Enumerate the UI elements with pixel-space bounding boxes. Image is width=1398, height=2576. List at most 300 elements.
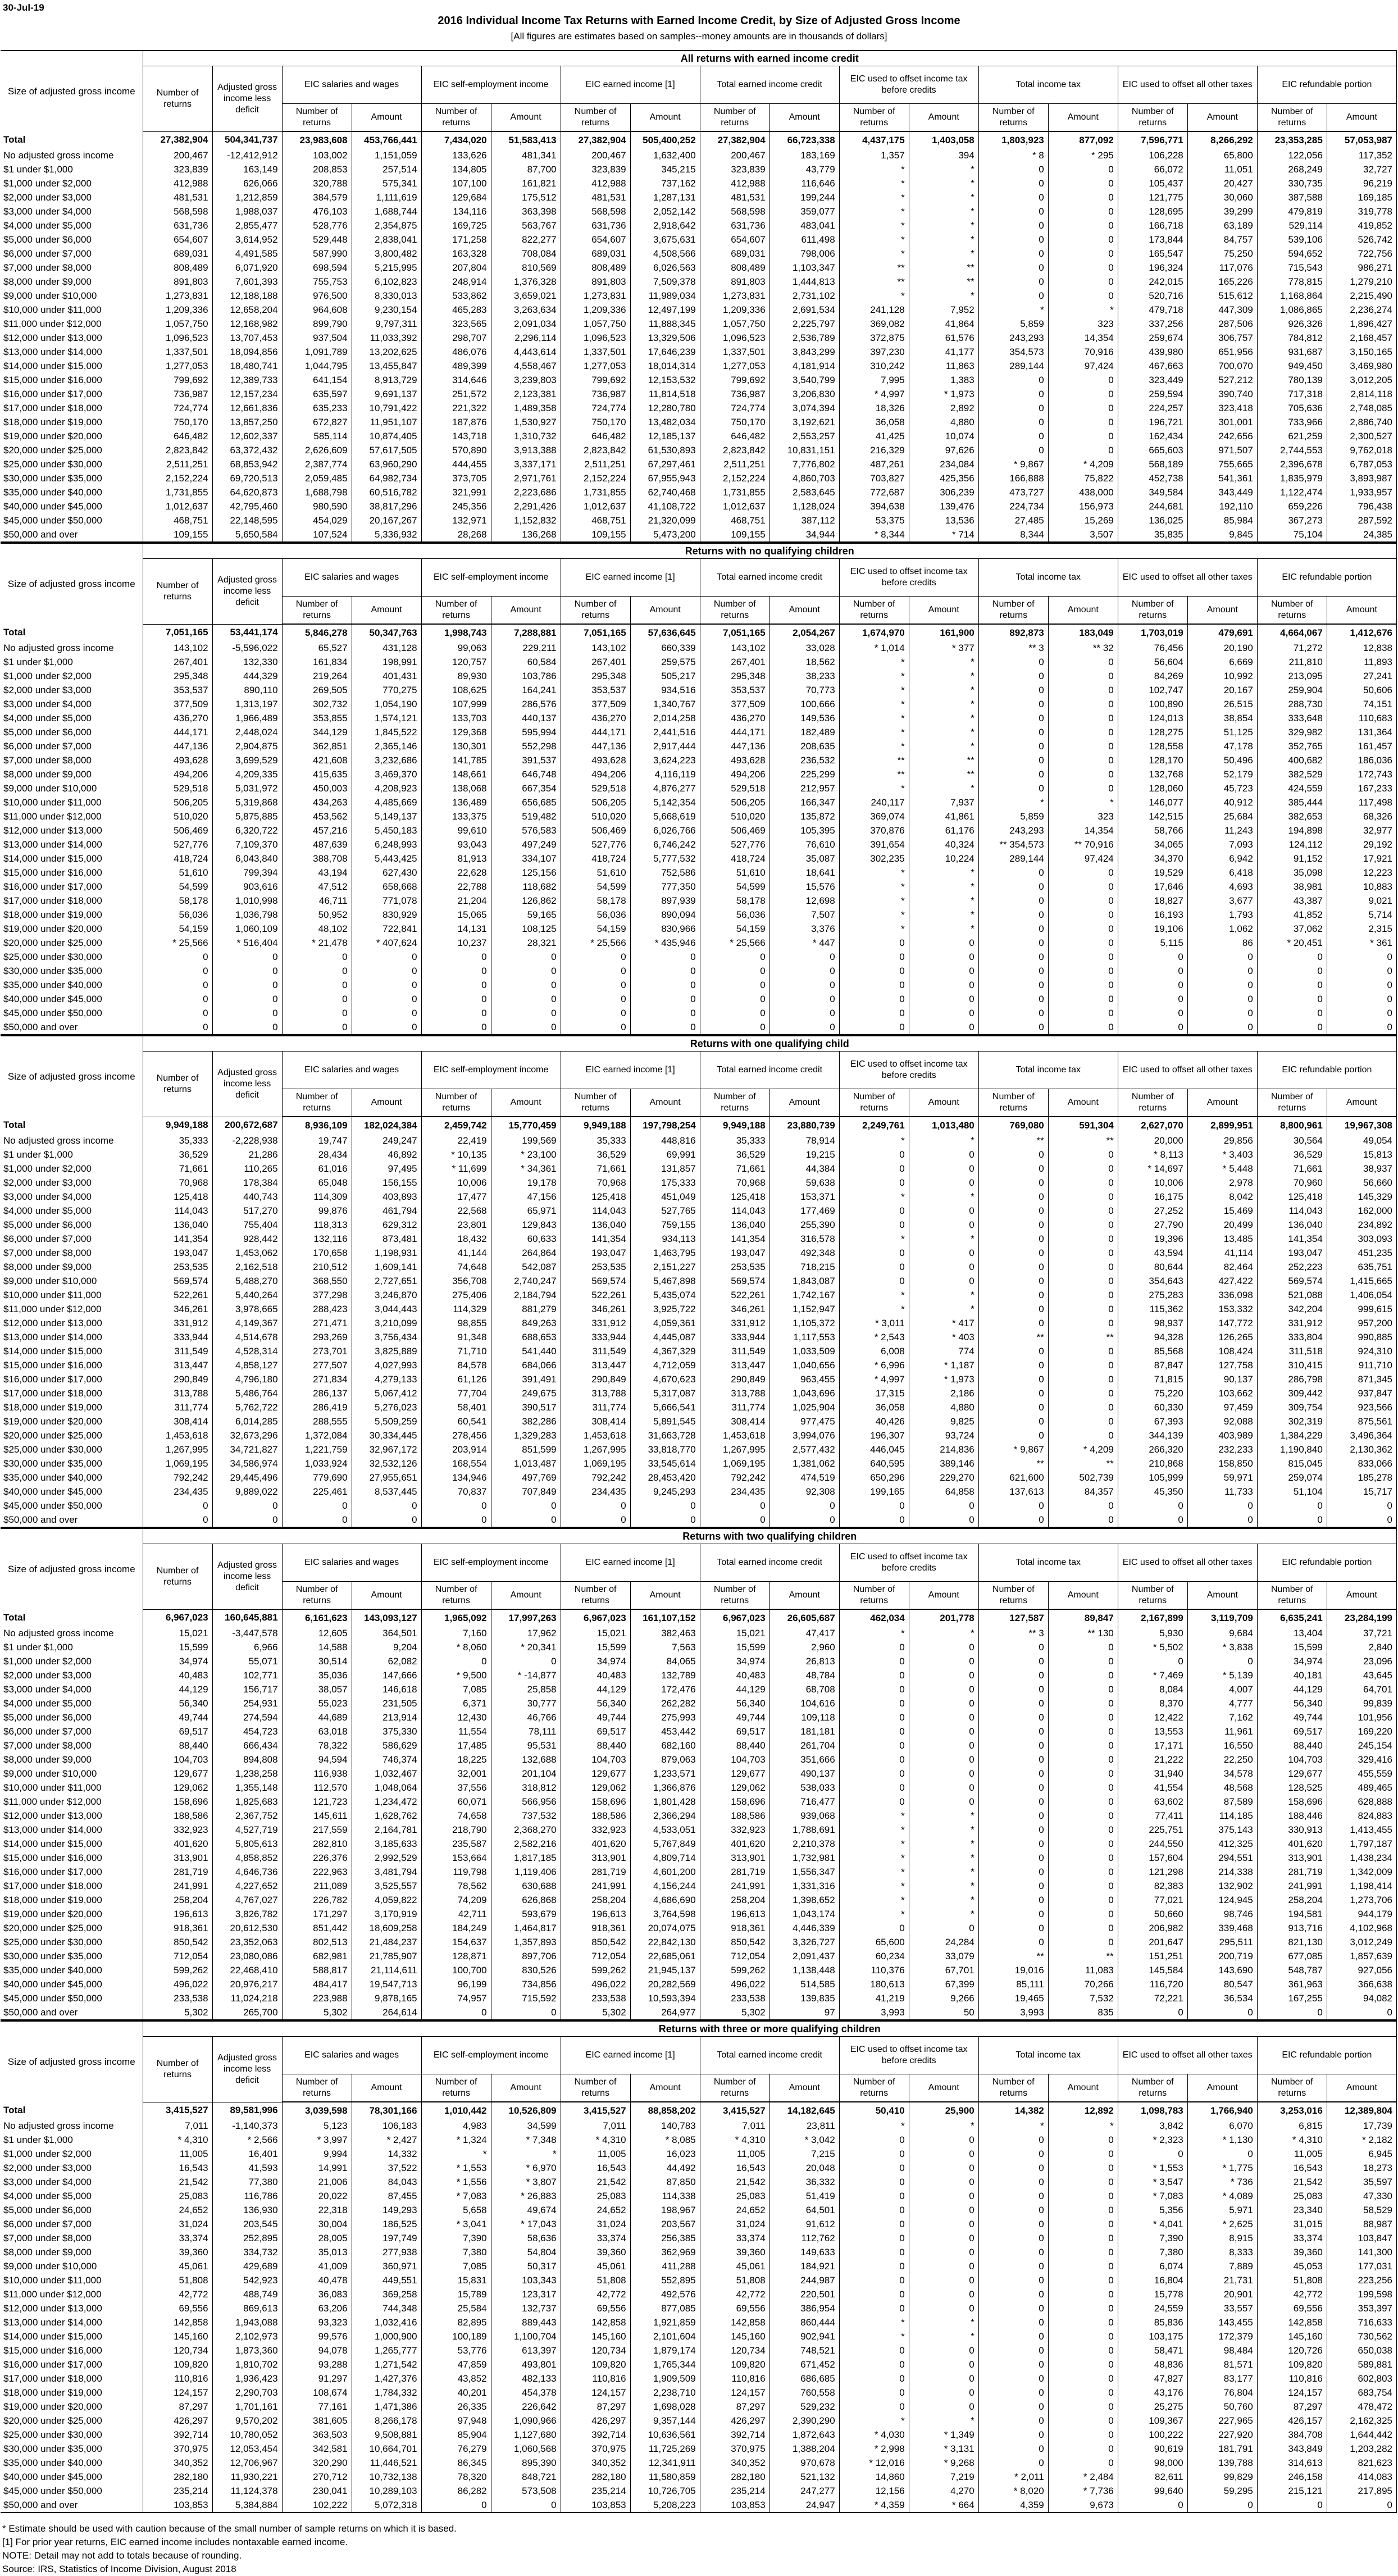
cell: 1,000,900 [352,2329,421,2343]
cell: 306,239 [909,485,978,499]
cell: 225,461 [282,1485,352,1499]
cell: 252,895 [212,2231,282,2245]
cell: 1,043,696 [769,1386,839,1400]
row-label: $15,000 under $16,000 [3,2345,102,2356]
cell: 6,026,563 [630,261,700,275]
cell: 529,448 [282,233,352,247]
cell: 0 [978,1020,1048,1035]
cell: 0 [282,1513,352,1527]
row-label: $9,000 under $10,000 [3,2260,97,2272]
cell: 1,313,197 [212,697,282,711]
cell: 302,319 [1257,1414,1327,1428]
cell: 1,277,053 [143,359,212,373]
col-sub: Number of returns [700,597,769,625]
cell: 450,003 [282,781,352,795]
col-group: EIC earned income [1] [561,2037,700,2074]
cell: 2,054,267 [769,624,839,641]
cell: 114,185 [1187,1809,1257,1823]
cell: * 4,310 [143,2133,212,2147]
cell: * 8,085 [630,2133,700,2147]
cell: 16,543 [143,2161,212,2175]
cell: 667,354 [491,781,561,795]
section-body [1,2102,1397,2513]
cell: 2,744,553 [1257,443,1327,457]
cell: 153,664 [421,1851,491,1865]
cell: * 5,448 [1187,1162,1257,1176]
cell: -3,447,578 [212,1626,282,1640]
cell: 6,418 [1187,866,1257,880]
cell: 323,418 [1187,401,1257,415]
col-group: EIC self-employment income [421,559,561,597]
table-row [1,809,1397,823]
cell: 46,711 [282,894,352,908]
table-row [1,2442,1397,2456]
cell: 712,054 [561,1949,630,1963]
cell: 830,929 [352,908,421,922]
cell: 0 [1048,2147,1118,2161]
cell: * [839,2329,909,2343]
row-label: $40,000 under $45,000 [3,1486,102,1497]
col-sub: Number of returns [561,1089,630,1117]
cell: 1,801,428 [630,1795,700,1809]
cell: 197,798,254 [630,1117,700,1134]
cell: 506,469 [561,823,630,838]
cell: 17,921 [1327,852,1396,866]
cell: 60,234 [839,1949,909,1963]
cell: 426,297 [561,2414,630,2428]
cell: 0 [700,1020,769,1035]
cell: 0 [1048,1654,1118,1668]
row-label: $3,000 under $4,000 [3,1683,92,1695]
cell: 70,773 [769,683,839,697]
cell: 569,574 [1257,1274,1327,1288]
section-banner: Returns with three or more qualifying children [143,2021,1396,2037]
col-sub: Amount [352,597,421,625]
col-sub: Amount [909,1089,978,1117]
cell: 34,065 [1118,838,1187,852]
cell: 26,335 [421,2400,491,2414]
cell: * [909,725,978,739]
cell: 0 [769,1513,839,1527]
cell: 2,511,251 [561,457,630,471]
cell: 81,571 [1187,2357,1257,2372]
cell: 56,036 [561,908,630,922]
cell: 0 [421,1499,491,1513]
cell: 9,825 [909,1414,978,1428]
col-sub: Number of returns [839,104,909,132]
cell: 0 [839,2161,909,2175]
cell: 85,111 [978,1977,1048,1991]
cell: 104,703 [143,1753,212,1767]
cell: 3,614,952 [212,233,282,247]
cell: 47,859 [421,2357,491,2372]
cell: 0 [1048,1696,1118,1710]
cell: 1,122,474 [1257,485,1327,499]
cell: 7,380 [1118,2245,1187,2259]
cell: 145,584 [1118,1963,1187,1977]
col-sub: Amount [1187,2074,1257,2102]
cell: 2,164,781 [352,1823,421,1837]
cell: 0 [1048,2161,1118,2175]
cell: 43,176 [1118,2386,1187,2400]
cell: 161,834 [282,655,352,669]
cell: 1,096,523 [700,331,769,345]
cell: 0 [700,1513,769,1527]
row-label: No adjusted gross income [3,1135,114,1146]
col-sub: Amount [1327,1089,1396,1117]
cell: 0 [839,1668,909,1682]
cell: * [909,2329,978,2343]
cell: 892,873 [978,624,1048,641]
cell: 33,079 [909,1949,978,1963]
cell: 568,598 [561,204,630,219]
cell: 0 [909,2203,978,2217]
cell: 2,367,752 [212,1809,282,1823]
cell: 0 [491,950,561,964]
cell: 363,398 [491,204,561,219]
cell: 145,160 [143,2329,212,2343]
row-label: $8,000 under $9,000 [3,276,92,287]
cell: 60,071 [421,1795,491,1809]
cell: 153,371 [769,1190,839,1204]
cell: 591,304 [1048,1117,1118,1134]
row-label: $9,000 under $10,000 [3,782,97,794]
cell: 1,381,062 [769,1457,839,1471]
col-sub: Number of returns [978,2074,1048,2102]
cell: 0 [769,1499,839,1513]
cell: 44,384 [769,1162,839,1176]
cell: 0 [909,2147,978,2161]
row-label: $4,000 under $5,000 [3,2190,92,2201]
cell: * 8,020 [978,2484,1048,2498]
cell: 8,537,445 [352,1485,421,1499]
cell: 0 [978,1386,1048,1400]
cell: 5,072,318 [352,2498,421,2513]
table-row [1,697,1397,711]
cell: 94,078 [282,2343,352,2357]
cell: 58,401 [421,1400,491,1414]
cell: 8,800,961 [1257,1117,1327,1134]
cell: 0 [769,978,839,992]
cell: 120,734 [561,2343,630,2357]
cell: 114,309 [282,1190,352,1204]
cell: 0 [769,1020,839,1035]
cell: 30,060 [1187,190,1257,204]
cell: 75,104 [1257,527,1327,542]
cell: 0 [1048,247,1118,261]
cell: 11,814,518 [630,387,700,401]
cell: 4,443,614 [491,345,561,359]
cell: 25,858 [491,1682,561,1696]
cell: * 4,209 [1048,457,1118,471]
cell: * [839,1626,909,1640]
cell: 5,658 [421,2203,491,2217]
cell: ** [978,1949,1048,1963]
cell: 3,206,830 [769,387,839,401]
cell: * [909,190,978,204]
cell: 19,396 [1118,1232,1187,1246]
cell: 362,969 [630,2245,700,2259]
cell: 4,027,993 [352,1358,421,1372]
row-label: $25,000 under $30,000 [3,951,102,962]
cell: 0 [1048,1274,1118,1288]
cell: 12,389,804 [1327,2102,1396,2119]
cell: 206,982 [1118,1921,1187,1935]
cell: 290,849 [561,1372,630,1386]
col-sub: Number of returns [978,1582,1048,1610]
col-sub: Number of returns [421,2074,491,2102]
cell: * 25,566 [700,936,769,950]
cell: 444,171 [561,725,630,739]
cell: 120,734 [143,2343,212,2357]
cell: 0 [839,1218,909,1232]
cell: 0 [1048,1823,1118,1837]
cell: 0 [978,401,1048,415]
cell: 792,242 [561,1471,630,1485]
cell: 329,982 [1257,725,1327,739]
cell: 34,974 [143,1654,212,1668]
cell: 51,583,413 [491,131,561,148]
cell: 3,699,529 [212,753,282,767]
cell: 755,404 [212,1218,282,1232]
cell: 0 [212,1020,282,1035]
cell: 0 [978,739,1048,753]
cell: 1,609,141 [352,1260,421,1274]
cell: 186,525 [352,2217,421,2231]
cell: 203,567 [630,2217,700,2231]
cell: 4,858,852 [212,1851,282,1865]
cell: 2,838,041 [352,233,421,247]
cell: 641,154 [282,373,352,387]
cell: ** [839,261,909,275]
cell: 0 [1118,1654,1187,1668]
cell: 0 [1048,204,1118,219]
cell: 38,981 [1257,880,1327,894]
cell: 67,399 [909,1977,978,1991]
cell: 346,261 [700,1302,769,1316]
col-group: EIC used to offset all other taxes [1118,2037,1257,2074]
cell: * [491,2147,561,2161]
cell: 0 [839,2133,909,2147]
row-label: $11,000 under $12,000 [3,811,102,822]
row-label: $30,000 under $35,000 [3,1950,102,1961]
cell: 391,491 [491,1372,561,1386]
row-label: No adjusted gross income [3,149,114,161]
cell: 273,701 [282,1344,352,1358]
cell: 9,357,144 [630,2414,700,2428]
cell: 1,337,501 [561,345,630,359]
col-sub: Amount [909,2074,978,2102]
col-header-returns: Number of returns [143,1544,212,1610]
cell: 0 [491,978,561,992]
cell: * 407,624 [352,936,421,950]
cell: 41,144 [421,1246,491,1260]
cell: 11,446,521 [352,2456,421,2470]
cell: 0 [978,725,1048,739]
cell: 45,350 [1118,1485,1187,1499]
cell: 0 [769,964,839,978]
cell: 9,949,188 [700,1117,769,1134]
row-label: $35,000 under $40,000 [3,979,102,990]
cell: 2,366,294 [630,1809,700,1823]
cell: 438,000 [1048,485,1118,499]
cell: 43,852 [421,2372,491,2386]
col-sub: Amount [909,104,978,132]
cell: 570,890 [421,443,491,457]
row-label: $12,000 under $13,000 [3,2302,102,2314]
cell: 309,754 [1257,1400,1327,1414]
table-row [1,711,1397,725]
cell: 0 [1118,1020,1187,1035]
cell: 3,119,709 [1187,1609,1257,1626]
cell: 1,797,187 [1327,1837,1396,1851]
table-row [1,401,1397,415]
cell: 33,374 [1257,2231,1327,2245]
cell: 8,370 [1118,1696,1187,1710]
cell: 136,040 [561,1218,630,1232]
table-row [1,978,1397,992]
cell: 186,036 [1327,753,1396,767]
cell: 0 [839,2259,909,2273]
cell: 4,270 [909,2484,978,2498]
cell: 0 [978,1288,1048,1302]
row-label: $14,000 under $15,000 [3,360,102,371]
cell: 100,700 [421,1963,491,1977]
cell: 394 [909,148,978,162]
cell: 133,703 [421,711,491,725]
cell: 132,971 [421,513,491,527]
cell: * 2,182 [1327,2133,1396,2147]
cell: 290,849 [700,1372,769,1386]
cell: 1,427,376 [352,2372,421,2386]
cell: 311,774 [700,1400,769,1414]
cell: 0 [143,1020,212,1035]
cell: 38,057 [282,1682,352,1696]
cell: 51,104 [1257,1485,1327,1499]
cell: 41,593 [212,2161,282,2175]
cell: 84,757 [1187,233,1257,247]
cell: 0 [1048,1907,1118,1921]
cell: 5,149,137 [352,809,421,823]
table-row [1,247,1397,261]
cell: 492,348 [769,1246,839,1260]
cell: 127,587 [978,1609,1048,1626]
cell: 129,062 [700,1781,769,1795]
cell: 9,949,188 [561,1117,630,1134]
cell: * 403 [909,1330,978,1344]
cell: 24,559 [1118,2301,1187,2315]
cell: 333,944 [143,1330,212,1344]
cell: 2,840 [1327,1640,1396,1654]
cell: 264,864 [491,1246,561,1260]
cell: * 1,130 [1187,2133,1257,2147]
cell: * 4,997 [839,1372,909,1386]
cell: 0 [909,1162,978,1176]
cell: 1,057,750 [561,317,630,331]
cell: * 9,867 [978,1442,1048,1457]
cell: 1,012,637 [700,499,769,513]
col-group: Total income tax [978,559,1118,597]
cell: 75,822 [1048,471,1118,485]
cell: 0 [1118,2147,1187,2161]
col-sub: Amount [769,1089,839,1117]
cell: 65,800 [1187,148,1257,162]
cell: 682,981 [282,1949,352,1963]
cell: 193,047 [561,1246,630,1260]
cell: 36,534 [1187,1991,1257,2005]
cell: 0 [839,2203,909,2217]
cell: 0 [1048,1428,1118,1442]
table-row [1,992,1397,1006]
table-row [1,1400,1397,1414]
cell: 54,599 [700,880,769,894]
cell: -12,412,912 [212,148,282,162]
cell: 196,307 [839,1428,909,1442]
cell: 77,380 [212,2175,282,2189]
cell: 7,085 [421,1682,491,1696]
cell: 9,673 [1048,2498,1118,2513]
cell: 4,208,923 [352,781,421,795]
cell: 0 [839,950,909,964]
cell: 183,169 [769,148,839,162]
cell: * 25,566 [143,936,212,950]
cell: 1,383 [909,373,978,387]
cell: 16,543 [700,2161,769,2175]
cell: 33,374 [561,2231,630,2245]
cell: 0 [839,1738,909,1753]
cell: 0 [909,1274,978,1288]
cell: 0 [978,1428,1048,1442]
cell: 200,467 [143,148,212,162]
cell: 11,083 [1048,1963,1118,1977]
cell: 5,762,722 [212,1400,282,1414]
cell: 2,740,247 [491,1274,561,1288]
cell: 418,724 [143,852,212,866]
cell: * 295 [1048,148,1118,162]
cell: 0 [978,1823,1048,1837]
col-sub: Number of returns [1118,104,1187,132]
cell: 1,013,487 [491,1457,561,1471]
cell: 11,005 [561,2147,630,2161]
cell: * [839,1893,909,1907]
cell: 134,946 [421,1471,491,1485]
cell: 2,511,251 [143,457,212,471]
cell: 69,517 [700,1724,769,1738]
cell: 436,270 [143,711,212,725]
cell: 705,636 [1257,401,1327,415]
cell: 851,599 [491,1442,561,1457]
cell: 588,817 [282,1963,352,1977]
cell: 0 [630,1513,700,1527]
cell: 0 [978,162,1048,176]
cell: 1,010,998 [212,894,282,908]
cell: 2,167,899 [1118,1609,1187,1626]
cell: 504,341,737 [212,131,282,148]
cell: 0 [978,767,1048,781]
cell: 0 [978,2189,1048,2203]
cell: 99,839 [1327,1696,1396,1710]
cell: 20,167,267 [352,513,421,527]
table-row [1,1162,1397,1176]
cell: 133,626 [421,148,491,162]
cell: 7,160 [421,1626,491,1640]
cell: 926,326 [1257,317,1327,331]
cell: 877,085 [630,2301,700,2315]
cell: 22,842,130 [630,1935,700,1949]
cell: 115,362 [1118,1302,1187,1316]
cell: 0 [978,2273,1048,2287]
cell: 5,467,898 [630,1274,700,1288]
